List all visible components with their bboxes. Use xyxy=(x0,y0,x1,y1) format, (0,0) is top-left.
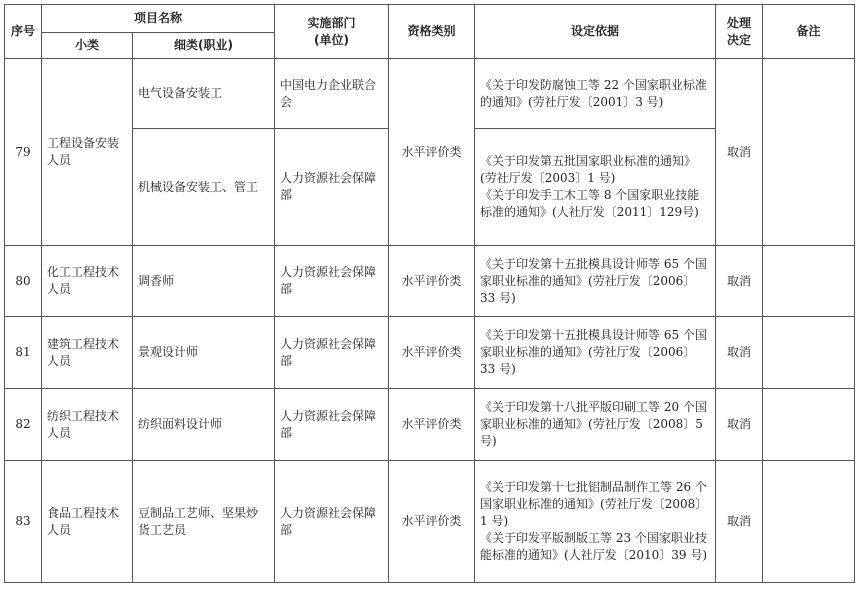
row-qualification-type: 水平评价类 xyxy=(389,317,475,389)
row-basis xyxy=(475,59,716,129)
row-detail: 电气设备安装工 xyxy=(133,59,275,129)
table-row xyxy=(5,59,855,129)
row-no: 83 xyxy=(5,461,42,583)
header-decision-text: 处理 决定 xyxy=(727,15,752,47)
row-dept: 人力资源社会保障部 xyxy=(275,389,389,461)
table-row xyxy=(5,317,855,389)
header-remark: 备注 xyxy=(763,5,855,59)
row-small-class: 建筑工程技术人员 xyxy=(42,317,133,389)
row-no: 82 xyxy=(5,389,42,461)
header-detail-class: 细类(职业) xyxy=(133,33,275,59)
basis-line: 《关于印发平版制版工等 23 个国家职业技能标准的通知》(人社厅发〔2010〕39 号) xyxy=(480,531,708,562)
row-detail: 纺织面料设计师 xyxy=(133,389,275,461)
row-basis xyxy=(475,317,716,389)
row-dept: 人力资源社会保障部 xyxy=(275,129,389,246)
header-decision xyxy=(716,5,763,59)
row-basis xyxy=(475,129,716,246)
row-remark xyxy=(763,389,855,461)
row-detail: 豆制品工艺师、坚果炒货工艺员 xyxy=(133,461,275,583)
row-qualification-type: 水平评价类 xyxy=(389,389,475,461)
header-small-class: 小类 xyxy=(42,33,133,59)
occupation-qualification-table xyxy=(4,4,855,583)
basis-line: 《关于印发第十五批模具设计师等 65 个国家职业标准的通知》(劳社厅发〔2006〕33 号) xyxy=(480,256,707,305)
row-remark xyxy=(763,246,855,317)
row-qualification-type: 水平评价类 xyxy=(389,246,475,317)
row-decision: 取消 xyxy=(716,59,763,246)
row-no: 79 xyxy=(5,59,42,246)
row-detail: 景观设计师 xyxy=(133,317,275,389)
row-no: 80 xyxy=(5,246,42,317)
basis-line: 《关于印发第十五批模具设计师等 65 个国家职业标准的通知》(劳社厅发〔2006〕33 号) xyxy=(480,328,707,376)
header-dept-text: 实施部门 (单位) xyxy=(307,15,356,47)
row-small-class: 工程设备安装人员 xyxy=(42,59,133,246)
row-basis xyxy=(475,389,716,461)
row-basis xyxy=(475,246,716,317)
basis-line: 《关于印发第五批国家职业标准的通知》(劳社厅发〔2003〕1 号) xyxy=(480,154,697,185)
row-no: 81 xyxy=(5,317,42,389)
row-small-class: 纺织工程技术人员 xyxy=(42,389,133,461)
table-row xyxy=(5,389,855,461)
header-qualification-type: 资格类别 xyxy=(389,5,475,59)
row-dept: 人力资源社会保障部 xyxy=(275,246,389,317)
row-small-class: 食品工程技术人员 xyxy=(42,461,133,583)
row-dept: 人力资源社会保障部 xyxy=(275,461,389,583)
basis-line: 《关于印发第十八批平版印刷工等 20 个国家职业标准的通知》(劳社厅发〔2008〕5 号) xyxy=(480,400,707,448)
table-row xyxy=(5,246,855,317)
basis-line: 《关于印发防腐蚀工等 22 个国家职业标准的通知》(劳社厅发〔2001〕3 号) xyxy=(480,77,707,109)
row-decision: 取消 xyxy=(716,317,763,389)
row-detail: 机械设备安装工、管工 xyxy=(133,129,275,246)
row-decision: 取消 xyxy=(716,246,763,317)
header-basis: 设定依据 xyxy=(475,5,716,59)
row-remark xyxy=(763,461,855,583)
row-decision: 取消 xyxy=(716,389,763,461)
table-row xyxy=(5,461,855,583)
header-project-name: 项目名称 xyxy=(42,5,275,33)
row-qualification-type: 水平评价类 xyxy=(389,59,475,246)
row-small-class: 化工工程技术人员 xyxy=(42,246,133,317)
header-dept xyxy=(275,5,389,59)
header-no: 序号 xyxy=(5,5,42,59)
row-basis xyxy=(475,461,716,583)
row-decision: 取消 xyxy=(716,461,763,583)
basis-line: 《关于印发手工木工等 8 个国家职业技能标准的通知》(人社厅发〔2011〕129号) xyxy=(480,188,700,219)
row-detail: 调香师 xyxy=(133,246,275,317)
row-dept: 中国电力企业联合会 xyxy=(275,59,389,129)
row-dept: 人力资源社会保障部 xyxy=(275,317,389,389)
row-remark xyxy=(763,317,855,389)
row-qualification-type: 水平评价类 xyxy=(389,461,475,583)
basis-line: 《关于印发第十七批铝制品制作工等 26 个国家职业标准的通知》(劳社厅发〔2008〕1 号) xyxy=(480,480,708,528)
row-remark xyxy=(763,59,855,246)
